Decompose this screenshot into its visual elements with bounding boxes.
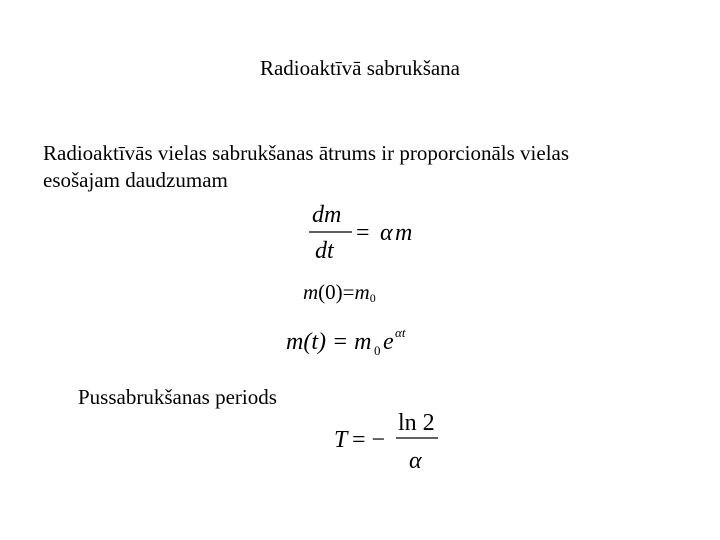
half-life-equation — [330, 405, 445, 477]
intro-line-2: esošajam daudzumam — [43, 168, 228, 192]
solution-exponent: αt — [395, 325, 406, 340]
half-life-T: T — [334, 427, 348, 453]
solution-e: e — [383, 329, 394, 355]
initial-m0-base: m — [354, 280, 370, 304]
initial-open-paren: ( — [318, 280, 326, 304]
solution-equation — [282, 322, 422, 362]
rate-equals: = — [356, 220, 370, 246]
intro-text — [43, 140, 569, 194]
initial-condition — [303, 280, 376, 306]
half-life-denominator: α — [409, 448, 422, 474]
rate-equation — [300, 200, 430, 268]
initial-m: m — [303, 280, 319, 304]
half-life-label: Pussabrukšanas periods — [78, 385, 277, 409]
initial-close-paren: ) — [335, 280, 343, 304]
solution-sub: 0 — [374, 343, 381, 358]
intro-line-1: Radioaktīvās vielas sabrukšanas ātrums ir proporcionāls vielas — [43, 141, 570, 165]
half-life-numerator: ln 2 — [398, 410, 435, 436]
rate-m: m — [395, 220, 413, 246]
initial-zero: 0 — [325, 280, 336, 304]
rate-numerator: dm — [312, 202, 342, 228]
rate-alpha: α — [380, 220, 393, 246]
initial-equals: = — [342, 280, 355, 304]
half-life-equals-minus: = − — [352, 427, 386, 453]
rate-denominator: dt — [315, 238, 334, 264]
page-title: Radioaktīvā sabrukšana — [259, 56, 461, 80]
solution-lhs: m(t) = m — [286, 329, 372, 355]
initial-m0-sub: 0 — [369, 291, 376, 305]
